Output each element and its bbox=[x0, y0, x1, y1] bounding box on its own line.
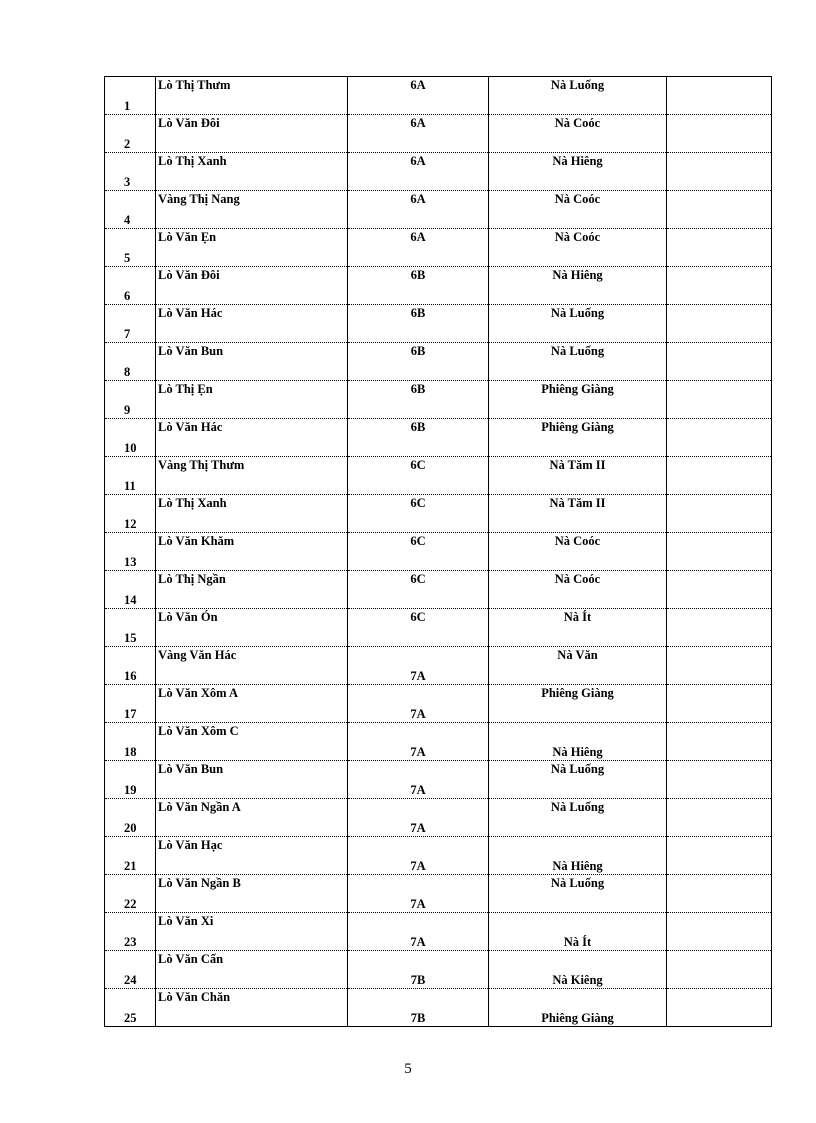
row-number-cell bbox=[105, 761, 156, 799]
class-cell bbox=[348, 457, 489, 495]
student-name: Lò Thị Xanh bbox=[158, 496, 227, 510]
row-number-cell bbox=[105, 837, 156, 875]
note-cell bbox=[667, 305, 772, 343]
class-label: 7B bbox=[410, 1011, 426, 1025]
name-cell bbox=[156, 837, 348, 875]
table-row bbox=[105, 913, 771, 951]
table-row bbox=[105, 837, 771, 875]
village-cell bbox=[489, 533, 667, 571]
note-cell bbox=[667, 875, 772, 913]
note-cell bbox=[667, 723, 772, 761]
class-cell bbox=[348, 191, 489, 229]
name-cell bbox=[156, 989, 348, 1027]
row-number: 1 bbox=[124, 99, 131, 113]
class-label: 6B bbox=[410, 382, 426, 396]
note-cell bbox=[667, 571, 772, 609]
village-cell bbox=[489, 419, 667, 457]
row-number: 19 bbox=[124, 783, 137, 797]
row-number: 7 bbox=[124, 327, 131, 341]
class-label: 7A bbox=[410, 669, 426, 683]
name-cell bbox=[156, 609, 348, 647]
student-name: Lò Văn Bun bbox=[158, 762, 224, 776]
student-name: Lò Văn Hác bbox=[158, 420, 223, 434]
name-cell bbox=[156, 647, 348, 685]
class-label: 6A bbox=[410, 78, 426, 92]
village-name: Nà Kiêng bbox=[552, 973, 603, 987]
name-cell bbox=[156, 951, 348, 989]
row-number: 23 bbox=[124, 935, 137, 949]
row-number: 4 bbox=[124, 213, 131, 227]
note-cell bbox=[667, 191, 772, 229]
note-cell bbox=[667, 647, 772, 685]
class-label: 7A bbox=[410, 745, 426, 759]
class-cell bbox=[348, 495, 489, 533]
class-label: 6A bbox=[410, 154, 426, 168]
student-name: Lò Thị Ẹn bbox=[158, 382, 213, 396]
row-number: 3 bbox=[124, 175, 131, 189]
note-cell bbox=[667, 419, 772, 457]
row-number: 12 bbox=[124, 517, 137, 531]
row-number-cell bbox=[105, 913, 156, 951]
village-name: Phiêng Giàng bbox=[541, 420, 614, 434]
row-number-cell bbox=[105, 267, 156, 305]
village-name: Nà Tăm II bbox=[549, 458, 606, 472]
row-number: 6 bbox=[124, 289, 131, 303]
village-name: Nà Coóc bbox=[554, 572, 601, 586]
village-name: Nà Luống bbox=[550, 762, 605, 776]
row-number-cell bbox=[105, 191, 156, 229]
name-cell bbox=[156, 571, 348, 609]
class-cell bbox=[348, 685, 489, 723]
village-name: Nà Luống bbox=[550, 344, 605, 358]
student-name: Lò Văn Ón bbox=[158, 610, 218, 624]
table-row bbox=[105, 799, 771, 837]
village-name: Nà Hiêng bbox=[552, 859, 603, 873]
name-cell bbox=[156, 77, 348, 115]
class-cell bbox=[348, 799, 489, 837]
village-name: Phiêng Giàng bbox=[541, 1011, 614, 1025]
name-cell bbox=[156, 305, 348, 343]
class-cell bbox=[348, 381, 489, 419]
class-cell bbox=[348, 153, 489, 191]
class-cell bbox=[348, 571, 489, 609]
village-name: Nà Ít bbox=[563, 935, 592, 949]
class-label: 7B bbox=[410, 973, 426, 987]
village-cell bbox=[489, 381, 667, 419]
class-cell bbox=[348, 419, 489, 457]
note-cell bbox=[667, 799, 772, 837]
note-cell bbox=[667, 913, 772, 951]
village-cell bbox=[489, 229, 667, 267]
table-row bbox=[105, 457, 771, 495]
village-name: Nà Coóc bbox=[554, 192, 601, 206]
row-number-cell bbox=[105, 647, 156, 685]
row-number-cell bbox=[105, 115, 156, 153]
student-name: Lò Văn Hạc bbox=[158, 838, 223, 852]
village-cell bbox=[489, 457, 667, 495]
village-cell bbox=[489, 761, 667, 799]
table-row bbox=[105, 533, 771, 571]
village-name: Nà Coóc bbox=[554, 534, 601, 548]
name-cell bbox=[156, 685, 348, 723]
class-label: 7A bbox=[410, 897, 426, 911]
village-cell bbox=[489, 191, 667, 229]
village-cell bbox=[489, 343, 667, 381]
note-cell bbox=[667, 533, 772, 571]
student-name: Lò Văn Ngần A bbox=[158, 800, 241, 814]
row-number: 2 bbox=[124, 137, 131, 151]
row-number: 20 bbox=[124, 821, 137, 835]
table-row bbox=[105, 305, 771, 343]
class-cell bbox=[348, 723, 489, 761]
row-number: 17 bbox=[124, 707, 137, 721]
note-cell bbox=[667, 685, 772, 723]
class-cell bbox=[348, 115, 489, 153]
name-cell bbox=[156, 419, 348, 457]
table-row bbox=[105, 229, 771, 267]
table-row bbox=[105, 267, 771, 305]
class-label: 6B bbox=[410, 306, 426, 320]
name-cell bbox=[156, 229, 348, 267]
name-cell bbox=[156, 913, 348, 951]
table-row bbox=[105, 685, 771, 723]
student-name: Lò Văn Đôi bbox=[158, 268, 220, 282]
note-cell bbox=[667, 989, 772, 1027]
village-cell bbox=[489, 115, 667, 153]
row-number-cell bbox=[105, 77, 156, 115]
class-label: 6C bbox=[410, 610, 426, 624]
row-number-cell bbox=[105, 495, 156, 533]
table-row bbox=[105, 609, 771, 647]
class-cell bbox=[348, 761, 489, 799]
table-row bbox=[105, 571, 771, 609]
student-name: Lò Thị Ngần bbox=[158, 572, 226, 586]
note-cell bbox=[667, 381, 772, 419]
note-cell bbox=[667, 761, 772, 799]
table-row bbox=[105, 723, 771, 761]
row-number-cell bbox=[105, 799, 156, 837]
table-row bbox=[105, 951, 771, 989]
row-number-cell bbox=[105, 343, 156, 381]
note-cell bbox=[667, 609, 772, 647]
student-name: Lò Văn Xi bbox=[158, 914, 214, 928]
class-cell bbox=[348, 229, 489, 267]
row-number: 15 bbox=[124, 631, 137, 645]
name-cell bbox=[156, 267, 348, 305]
village-name: Nà Luống bbox=[550, 78, 605, 92]
table-body bbox=[105, 77, 771, 1027]
class-cell bbox=[348, 77, 489, 115]
student-name: Lò Văn Ngần B bbox=[158, 876, 241, 890]
row-number-cell bbox=[105, 457, 156, 495]
table-row bbox=[105, 343, 771, 381]
student-name: Lò Văn Bun bbox=[158, 344, 224, 358]
row-number: 9 bbox=[124, 403, 131, 417]
class-label: 7A bbox=[410, 859, 426, 873]
name-cell bbox=[156, 761, 348, 799]
village-cell bbox=[489, 875, 667, 913]
student-name: Lò Văn Xôm C bbox=[158, 724, 239, 738]
name-cell bbox=[156, 343, 348, 381]
row-number-cell bbox=[105, 305, 156, 343]
class-cell bbox=[348, 267, 489, 305]
class-cell bbox=[348, 647, 489, 685]
class-cell bbox=[348, 305, 489, 343]
student-name: Lò Văn Chăn bbox=[158, 990, 231, 1004]
village-name: Phiêng Giàng bbox=[541, 382, 614, 396]
row-number-cell bbox=[105, 153, 156, 191]
student-name: Lò Thị Thưm bbox=[158, 78, 231, 92]
row-number-cell bbox=[105, 951, 156, 989]
table-row bbox=[105, 875, 771, 913]
row-number: 22 bbox=[124, 897, 137, 911]
name-cell bbox=[156, 495, 348, 533]
class-label: 7A bbox=[410, 707, 426, 721]
village-cell bbox=[489, 647, 667, 685]
class-cell bbox=[348, 875, 489, 913]
village-cell bbox=[489, 913, 667, 951]
row-number: 18 bbox=[124, 745, 137, 759]
row-number: 21 bbox=[124, 859, 137, 873]
village-cell bbox=[489, 77, 667, 115]
row-number: 14 bbox=[124, 593, 137, 607]
village-name: Nà Ít bbox=[563, 610, 592, 624]
table-row bbox=[105, 419, 771, 457]
village-cell bbox=[489, 989, 667, 1027]
class-label: 6C bbox=[410, 458, 426, 472]
row-number: 8 bbox=[124, 365, 131, 379]
note-cell bbox=[667, 153, 772, 191]
class-cell bbox=[348, 533, 489, 571]
student-name: Lò Thị Xanh bbox=[158, 154, 227, 168]
village-name: Nà Hiêng bbox=[552, 745, 603, 759]
class-cell bbox=[348, 343, 489, 381]
table-row bbox=[105, 381, 771, 419]
village-name: Nà Hiêng bbox=[552, 154, 603, 168]
village-cell bbox=[489, 495, 667, 533]
village-cell bbox=[489, 723, 667, 761]
row-number-cell bbox=[105, 419, 156, 457]
table-row bbox=[105, 495, 771, 533]
row-number: 5 bbox=[124, 251, 131, 265]
village-name: Nà Coóc bbox=[554, 230, 601, 244]
class-cell bbox=[348, 913, 489, 951]
note-cell bbox=[667, 229, 772, 267]
table-row bbox=[105, 153, 771, 191]
row-number-cell bbox=[105, 723, 156, 761]
village-name: Nà Luống bbox=[550, 800, 605, 814]
note-cell bbox=[667, 115, 772, 153]
village-name: Nà Văn bbox=[557, 648, 598, 662]
village-cell bbox=[489, 685, 667, 723]
row-number: 24 bbox=[124, 973, 137, 987]
student-table bbox=[105, 77, 771, 1027]
table-row bbox=[105, 647, 771, 685]
row-number-cell bbox=[105, 875, 156, 913]
table-row bbox=[105, 191, 771, 229]
note-cell bbox=[667, 267, 772, 305]
class-label: 6B bbox=[410, 344, 426, 358]
table-row bbox=[105, 989, 771, 1027]
table-row bbox=[105, 115, 771, 153]
name-cell bbox=[156, 191, 348, 229]
class-label: 6C bbox=[410, 572, 426, 586]
class-label: 7A bbox=[410, 783, 426, 797]
note-cell bbox=[667, 77, 772, 115]
name-cell bbox=[156, 153, 348, 191]
class-cell bbox=[348, 837, 489, 875]
class-cell bbox=[348, 951, 489, 989]
note-cell bbox=[667, 343, 772, 381]
village-cell bbox=[489, 267, 667, 305]
class-label: 6B bbox=[410, 420, 426, 434]
village-name: Nà Coóc bbox=[554, 116, 601, 130]
village-cell bbox=[489, 609, 667, 647]
note-cell bbox=[667, 951, 772, 989]
row-number-cell bbox=[105, 609, 156, 647]
row-number: 11 bbox=[124, 479, 136, 493]
name-cell bbox=[156, 115, 348, 153]
row-number-cell bbox=[105, 571, 156, 609]
note-cell bbox=[667, 457, 772, 495]
student-name: Vàng Thị Nang bbox=[158, 192, 240, 206]
row-number-cell bbox=[105, 381, 156, 419]
village-cell bbox=[489, 305, 667, 343]
table-row bbox=[105, 77, 771, 115]
village-name: Nà Tăm II bbox=[549, 496, 606, 510]
name-cell bbox=[156, 381, 348, 419]
row-number: 13 bbox=[124, 555, 137, 569]
page-number: 5 bbox=[404, 1061, 412, 1077]
row-number: 25 bbox=[124, 1011, 137, 1025]
class-label: 6B bbox=[410, 268, 426, 282]
village-name: Phiêng Giàng bbox=[541, 686, 614, 700]
village-cell bbox=[489, 571, 667, 609]
class-label: 6C bbox=[410, 534, 426, 548]
row-number-cell bbox=[105, 989, 156, 1027]
note-cell bbox=[667, 837, 772, 875]
village-cell bbox=[489, 153, 667, 191]
class-label: 7A bbox=[410, 935, 426, 949]
class-label: 7A bbox=[410, 821, 426, 835]
row-number-cell bbox=[105, 533, 156, 571]
class-label: 6A bbox=[410, 230, 426, 244]
village-name: Nà Luống bbox=[550, 876, 605, 890]
row-number-cell bbox=[105, 685, 156, 723]
student-name: Lò Văn Xôm A bbox=[158, 686, 238, 700]
note-cell bbox=[667, 495, 772, 533]
village-name: Nà Hiêng bbox=[552, 268, 603, 282]
student-name: Lò Văn Hác bbox=[158, 306, 223, 320]
class-cell bbox=[348, 989, 489, 1027]
row-number-cell bbox=[105, 229, 156, 267]
class-label: 6A bbox=[410, 116, 426, 130]
row-number: 10 bbox=[124, 441, 137, 455]
student-name: Lò Văn Khăm bbox=[158, 534, 235, 548]
name-cell bbox=[156, 799, 348, 837]
student-list-table bbox=[104, 76, 772, 1027]
class-label: 6C bbox=[410, 496, 426, 510]
row-number: 16 bbox=[124, 669, 137, 683]
village-cell bbox=[489, 799, 667, 837]
student-name: Vàng Thị Thưm bbox=[158, 458, 245, 472]
student-name: Lò Văn Ẹn bbox=[158, 230, 217, 244]
name-cell bbox=[156, 723, 348, 761]
village-name: Nà Luống bbox=[550, 306, 605, 320]
name-cell bbox=[156, 875, 348, 913]
student-name: Lò Văn Cấn bbox=[158, 952, 224, 966]
class-cell bbox=[348, 609, 489, 647]
class-label: 6A bbox=[410, 192, 426, 206]
village-cell bbox=[489, 837, 667, 875]
name-cell bbox=[156, 457, 348, 495]
table-row bbox=[105, 761, 771, 799]
student-name: Vàng Văn Hác bbox=[158, 648, 237, 662]
name-cell bbox=[156, 533, 348, 571]
student-name: Lò Văn Đôi bbox=[158, 116, 220, 130]
village-cell bbox=[489, 951, 667, 989]
